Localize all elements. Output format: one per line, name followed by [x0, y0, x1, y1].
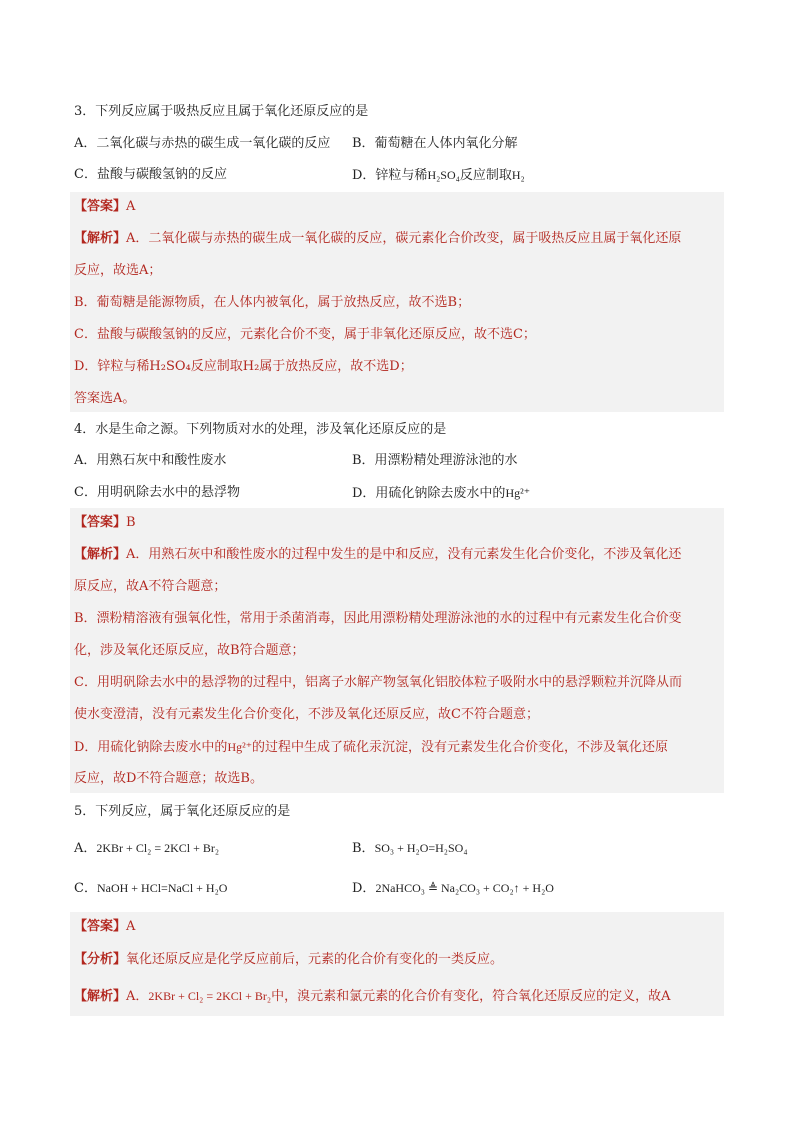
- q4-analysis-line-1: 【解析】A．用熟石灰中和酸性废水的过程中发生的是中和反应，没有元素发生化合价变化，不涉及氧化还: [74, 547, 682, 562]
- q3-option-b: B．葡萄糖在人体内氧化分解: [352, 136, 518, 151]
- q5-option-b: B．SO₃ + H₂O=H₂SO₄: [352, 841, 468, 856]
- q4-analysis-line-5: C．用明矾除去水中的悬浮物的过程中，铝离子水解产物氢氧化铝胶体粒子吸附水中的悬浮颗粒并沉降从而: [74, 675, 682, 690]
- q5-fenxi: 【分析】氧化还原反应是化学反应前后，元素的化合价有变化的一类反应。: [74, 952, 504, 967]
- q4-analysis-line-3: B．漂粉精溶液有强氧化性，常用于杀菌消毒，因此用漂粉精处理游泳池的水的过程中有元素发生化合价变: [74, 611, 682, 626]
- q4-analysis-ion: Hg²⁺: [227, 740, 253, 754]
- q5-answer-value: A: [126, 919, 136, 934]
- q4-analysis-line-2: 原反应，故A不符合题意；: [74, 579, 227, 594]
- q4-analysis-line-6: 使水变澄清，没有元素发生化合价变化，不涉及氧化还原反应，故C不符合题意；: [74, 707, 539, 722]
- q5-option-b-equation: SO₃ + H₂O=H₂SO₄: [374, 841, 468, 855]
- q5-option-a: A．2KBr + Cl₂ = 2KCl + Br₂: [74, 841, 220, 856]
- q3-option-c: C．盐酸与碳酸氢钠的反应: [74, 167, 227, 182]
- q4-option-d: D．用硫化钠除去废水中的Hg²⁺: [352, 486, 531, 501]
- q3-analysis-tag: 【解析】: [74, 231, 127, 246]
- q5-option-a-equation: 2KBr + Cl₂ = 2KCl + Br₂: [96, 841, 220, 855]
- q5-option-c-equation: NaOH + HCl=NaCl + H₂O: [96, 881, 228, 895]
- q5-answer-tag: 【答案】: [74, 919, 127, 934]
- q4-option-a: A．用熟石灰中和酸性废水: [74, 453, 227, 468]
- q5-option-c: C．NaOH + HCl=NaCl + H₂O: [74, 881, 228, 896]
- q3-analysis-line-2: 反应，故选A；: [74, 263, 162, 278]
- q4-option-d-ion: Hg²⁺: [505, 486, 531, 500]
- q3-option-d: [352, 165, 525, 186]
- q3-option-d-formula: H₂SO₄: [427, 168, 460, 182]
- q4-option-c: C．用明矾除去水中的悬浮物: [74, 485, 240, 500]
- q3-option-d-mid: 反应制取: [459, 168, 512, 183]
- q5-analysis-equation: 2KBr + Cl₂ = 2KCl + Br₂: [148, 989, 272, 1003]
- q5-analysis-line-1: 【解析】A．2KBr + Cl₂ = 2KCl + Br₂中，溴元素和氯元素的化合价有变化，符合氧化还原反应的定义，故A: [74, 989, 671, 1004]
- q3-answer-value: A: [126, 199, 136, 214]
- q5-title: 5．下列反应，属于氧化还原反应的是: [74, 804, 291, 819]
- q4-analysis-tag: 【解析】: [74, 547, 127, 562]
- q5-answer: [74, 917, 135, 937]
- q4-analysis-line-8: 反应，故D不符合题意；故选B。: [74, 771, 263, 786]
- q5-option-d-equation: 2NaHCO₃ ≜ Na₂CO₃ + CO₂↑ + H₂O: [375, 881, 554, 895]
- q3-answer-tag: 【答案】: [74, 199, 127, 214]
- q5-fenxi-tag: 【分析】: [74, 952, 127, 967]
- q4-option-b: B．用漂粉精处理游泳池的水: [352, 453, 518, 468]
- q3-analysis-line-1: 【解析】A．二氧化碳与赤热的碳生成一氧化碳的反应，碳元素化合价改变，属于吸热反应且属于氧化还原: [74, 231, 682, 246]
- q5-analysis-tag: 【解析】: [74, 989, 127, 1004]
- q5-option-d: D．2NaHCO₃ ≜ Na₂CO₃ + CO₂↑ + H₂O: [352, 881, 554, 896]
- q4-answer: [74, 513, 136, 533]
- q4-title: 4．水是生命之源。下列物质对水的处理，涉及氧化还原反应的是: [74, 422, 447, 437]
- q3-analysis-line-4: C．盐酸与碳酸氢钠的反应，元素化合价不变，属于非氧化还原反应，故不选C；: [74, 327, 536, 342]
- q4-analysis-line-4: 化，涉及氧化还原反应，故B符合题意；: [74, 643, 305, 658]
- q3-analysis-line-5: D．锌粒与稀H₂SO₄反应制取H₂属于放热反应，故不选D；: [74, 359, 413, 374]
- q3-title: 3．下列反应属于吸热反应且属于氧化还原反应的是: [74, 104, 369, 119]
- q3-option-d-pre: D．锌粒与稀: [352, 168, 428, 183]
- q4-answer-value: B: [126, 515, 136, 530]
- q4-answer-tag: 【答案】: [74, 515, 127, 530]
- q3-answer: [74, 197, 135, 217]
- q3-option-a: A．二氧化碳与赤热的碳生成一氧化碳的反应: [74, 136, 331, 151]
- q3-analysis-line-6: 答案选A。: [74, 391, 136, 406]
- q4-analysis-line-7: D．用硫化钠除去废水中的Hg²⁺的过程中生成了硫化汞沉淀，没有元素发生化合价变化，不涉及氧化还原: [74, 740, 669, 755]
- q3-option-d-gas: H₂: [511, 168, 525, 182]
- q3-analysis-line-3: B．葡萄糖是能源物质，在人体内被氧化，属于放热反应，故不选B；: [74, 295, 471, 310]
